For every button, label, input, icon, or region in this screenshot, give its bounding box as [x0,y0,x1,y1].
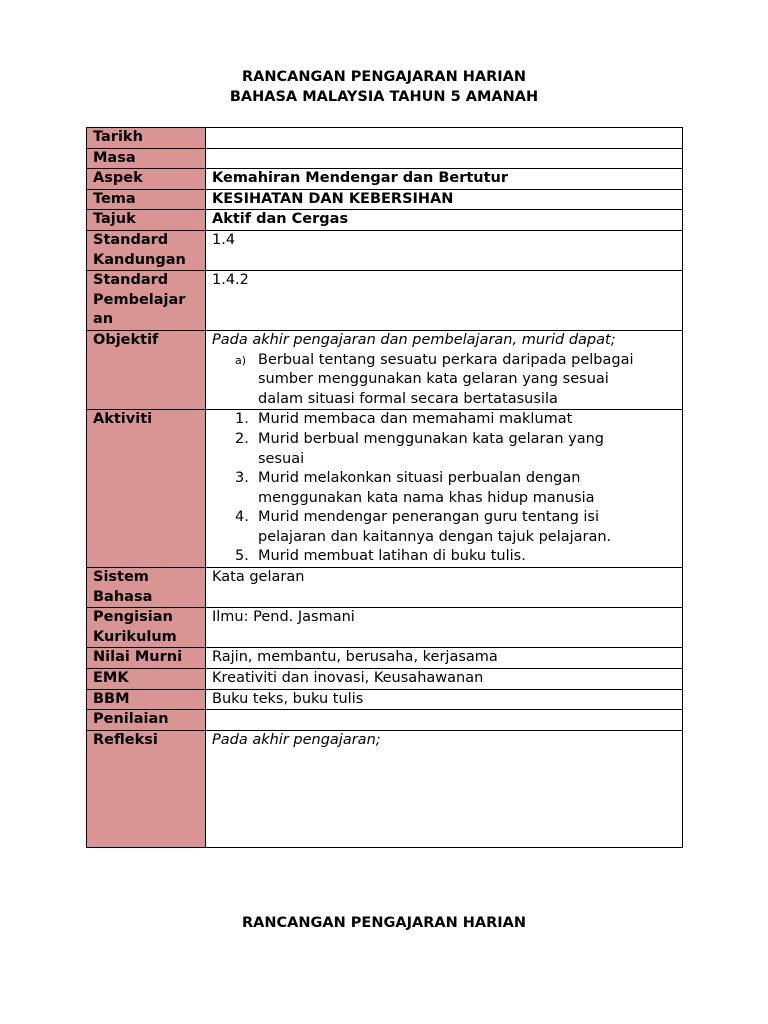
label-sistem-bahasa [87,568,206,608]
list-line: Murid melakonkan situasi perbualan dengan [258,470,581,487]
list-line: dalam situasi formal secara bertatasusila [258,390,558,407]
list-line: Murid membuat latihan di buku tulis. [258,548,526,565]
value-tajuk: Aktif dan Cergas [206,210,683,231]
row-bbm [87,689,683,710]
value-sistem-bahasa: Kata gelaran [206,568,683,608]
row-penilaian [87,710,683,731]
label-line: Standard [93,272,169,289]
label-line: an [93,311,114,328]
label-objektif: Objektif [87,330,206,409]
list-line: Murid mendengar penerangan guru tentang isi [258,509,600,526]
label-line: Kandungan [93,251,186,268]
label-line: Kurikulum [93,628,177,645]
lesson-plan-table [86,127,683,848]
list-line: Murid membaca dan memahami maklumat [258,411,573,428]
value-standard-kandungan: 1.4 [206,230,683,270]
value-tema: KESIHATAN DAN KEBERSIHAN [206,189,683,210]
list-marker: 4. [235,509,249,526]
list-line: Murid berbual menggunakan kata gelaran yang [258,430,604,447]
list-marker: 1. [235,411,249,428]
label-penilaian: Penilaian [87,710,206,731]
row-standard-pembelajaran [87,271,683,331]
row-pengisian-kurikulum [87,608,683,648]
label-line: Sistem [93,569,149,586]
list-line: pelajaran dan kaitannya dengan tajuk pelajaran. [258,528,612,545]
value-standard-pembelajaran: 1.4.2 [206,271,683,331]
label-nilai-murni: Nilai Murni [87,648,206,669]
row-emk [87,669,683,690]
row-masa [87,148,683,169]
list-item [212,430,676,469]
value-aspek: Kemahiran Mendengar dan Bertutur [206,169,683,190]
label-line: Bahasa [93,588,153,605]
label-line: Standard [93,231,169,248]
list-marker: 2. [235,430,249,447]
label-aktiviti: Aktiviti [87,410,206,568]
label-bbm: BBM [87,689,206,710]
row-standard-kandungan [87,230,683,270]
row-objektif [87,330,683,409]
list-line: sumber menggunakan kata gelaran yang sesuai [258,371,609,388]
document-subtitle: BAHASA MALAYSIA TAHUN 5 AMANAH [229,89,539,105]
label-line: Pembelajar [93,291,186,308]
document-title: RANCANGAN PENGAJARAN HARIAN [241,69,527,85]
row-tajuk [87,210,683,231]
list-item [212,547,676,567]
row-aktiviti [87,410,683,568]
value-emk: Kreativiti dan inovasi, Keusahawanan [206,669,683,690]
list-line: menggunakan kata nama khas hidup manusia [258,489,595,506]
label-masa: Masa [87,148,206,169]
value-objektif [206,330,683,409]
row-refleksi [87,730,683,847]
list-item [212,410,676,430]
label-standard-pembelajaran [87,271,206,331]
label-aspek: Aspek [87,169,206,190]
aktiviti-list [212,410,676,567]
objektif-intro: Pada akhir pengajaran dan pembelajaran, murid dapat; [212,331,616,348]
value-bbm: Buku teks, buku tulis [206,689,683,710]
label-tajuk: Tajuk [87,210,206,231]
list-marker: 5. [235,548,249,565]
row-aspek [87,169,683,190]
objektif-list [212,351,676,410]
label-refleksi: Refleksi [87,730,206,847]
row-nilai-murni [87,648,683,669]
row-tema [87,189,683,210]
value-tarikh [206,128,683,149]
value-refleksi: Pada akhir pengajaran; [206,730,683,847]
list-item [212,508,676,547]
label-tema: Tema [87,189,206,210]
value-masa [206,148,683,169]
list-marker: a) [235,353,247,367]
next-page-title: RANCANGAN PENGAJARAN HARIAN [241,915,527,931]
value-aktiviti [206,410,683,568]
value-penilaian [206,710,683,731]
row-tarikh [87,128,683,149]
row-sistem-bahasa [87,568,683,608]
list-item [212,351,676,410]
label-tarikh: Tarikh [87,128,206,149]
list-line: sesuai [258,450,305,467]
list-line: Berbual tentang sesuatu perkara daripada pelbagai [258,351,634,368]
label-standard-kandungan [87,230,206,270]
label-emk: EMK [87,669,206,690]
value-pengisian-kurikulum: Ilmu: Pend. Jasmani [206,608,683,648]
label-line: Pengisian [93,609,173,626]
value-nilai-murni: Rajin, membantu, berusaha, kerjasama [206,648,683,669]
list-marker: 3. [235,470,249,487]
label-pengisian-kurikulum [87,608,206,648]
list-item [212,469,676,508]
